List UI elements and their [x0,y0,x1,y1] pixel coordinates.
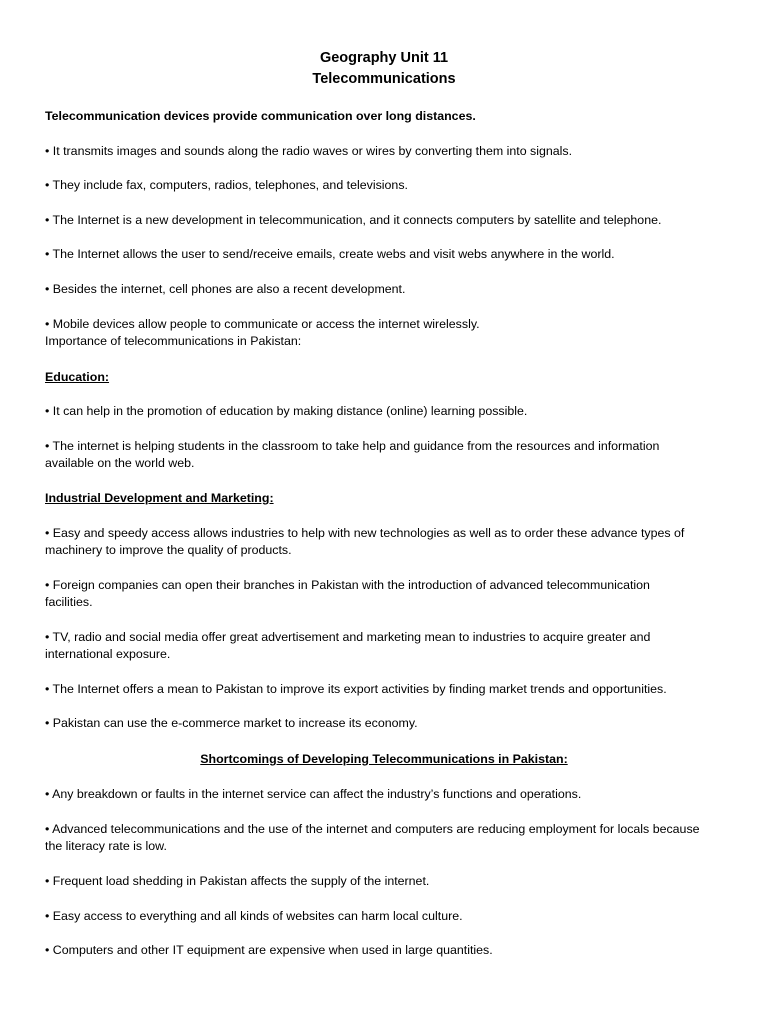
shortcomings-bullet-4: • Easy access to everything and all kinds of websites can harm local culture. [45,909,463,923]
industrial-bullet-1-line-2: machinery to improve the quality of products. [45,543,292,557]
document-subtitle: Telecommunications [312,71,456,87]
shortcomings-bullet-2-line-2: the literacy rate is low. [45,839,167,853]
intro-bullet-5: • Besides the internet, cell phones are also a recent development. [45,282,406,296]
industrial-bullet-2-line-1: • Foreign companies can open their branches in Pakistan with the introduction of advanced telecommunication [45,578,650,592]
industrial-bullet-4: • The Internet offers a mean to Pakistan to improve its export activities by finding market trends and opportunities. [45,682,667,696]
shortcomings-bullet-1: • Any breakdown or faults in the internet service can affect the industry’s functions and operations. [45,787,582,801]
education-bullet-2-line-1: • The internet is helping students in the classroom to take help and guidance from the resources and information [45,439,660,453]
intro-bullet-6: • Mobile devices allow people to communicate or access the internet wirelessly. [45,317,480,331]
intro-bullet-2: • They include fax, computers, radios, telephones, and televisions. [45,178,408,192]
industrial-heading: Industrial Development and Marketing: [45,491,274,505]
intro-statement: Telecommunication devices provide communication over long distances. [45,109,476,123]
document-title: Geography Unit 11 [319,50,449,66]
industrial-bullet-1-line-1: • Easy and speedy access allows industries to help with new technologies as well as to order these advance types of [45,526,685,540]
education-bullet-1: • It can help in the promotion of education by making distance (online) learning possible. [45,404,528,418]
importance-line: Importance of telecommunications in Pakistan: [45,334,302,348]
shortcomings-bullet-3: • Frequent load shedding in Pakistan affects the supply of the internet. [45,874,430,888]
education-bullet-2-line-2: available on the world web. [45,456,195,470]
industrial-bullet-3-line-1: • TV, radio and social media offer great advertisement and marketing mean to industries to acquire greater and [45,630,651,644]
intro-bullet-3: • The Internet is a new development in telecommunication, and it connects computers by satellite and telephone. [45,213,662,227]
shortcomings-heading: Shortcomings of Developing Telecommunications in Pakistan: [200,752,568,766]
industrial-bullet-3-line-2: international exposure. [45,647,171,661]
industrial-bullet-2-line-2: facilities. [45,595,93,609]
intro-bullet-1: • It transmits images and sounds along the radio waves or wires by converting them into signals. [45,144,573,158]
industrial-bullet-5: • Pakistan can use the e-commerce market to increase its economy. [45,716,418,730]
shortcomings-bullet-2-line-1: • Advanced telecommunications and the use of the internet and computers are reducing employment for locals because [45,822,700,836]
shortcomings-bullet-5: • Computers and other IT equipment are expensive when used in large quantities. [45,943,493,957]
education-heading: Education: [45,370,110,384]
intro-bullet-4: • The Internet allows the user to send/receive emails, create webs and visit webs anywhere in the world. [45,247,615,261]
